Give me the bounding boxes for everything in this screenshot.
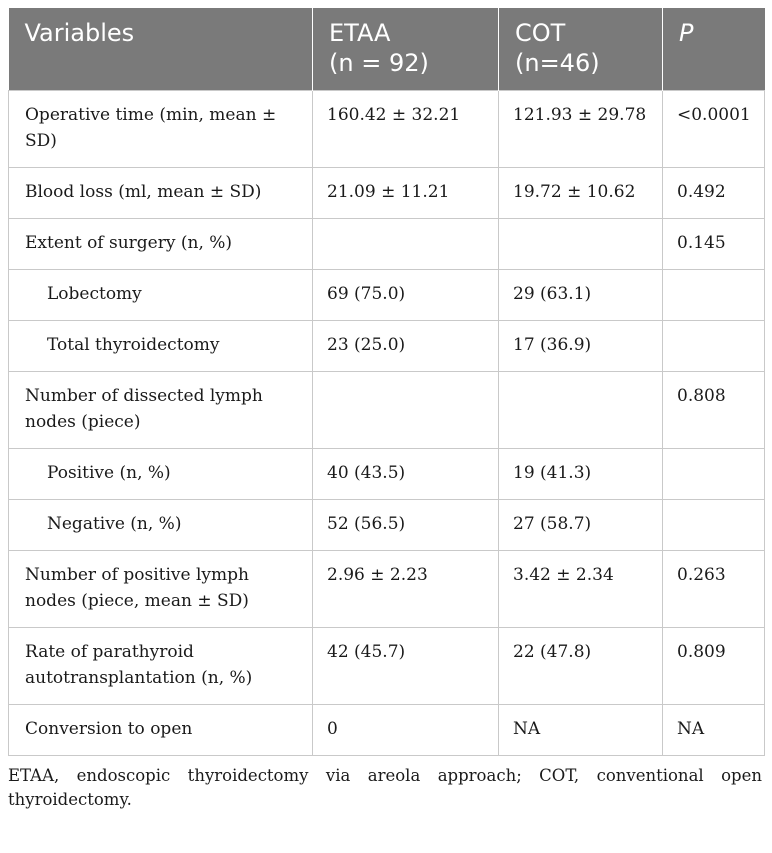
- header-etaa-count: (n = 92): [329, 49, 429, 77]
- cell-p-value: 0.492: [663, 168, 765, 219]
- cell-p-value: [663, 270, 765, 321]
- header-variables: [9, 8, 313, 91]
- cell-p-value: [663, 449, 765, 500]
- row-label: Positive (n, %): [9, 449, 313, 500]
- cell-etaa: 0: [313, 705, 499, 756]
- header-variables-label: Variables: [24, 19, 135, 47]
- header-cot: [499, 8, 663, 91]
- table-row: [9, 321, 765, 372]
- cell-p-value: <0.0001: [663, 91, 765, 168]
- row-label: Number of positive lymph nodes (piece, mean ± SD): [9, 551, 313, 628]
- header-etaa: [313, 8, 499, 91]
- cell-etaa: 21.09 ± 11.21: [313, 168, 499, 219]
- table-footnote: ETAA, endoscopic thyroidectomy via areola approach; COT, conventional open thyroidectomy.: [8, 766, 762, 809]
- cell-cot: 121.93 ± 29.78: [499, 91, 663, 168]
- table-row: [9, 372, 765, 449]
- header-etaa-name: ETAA: [329, 19, 391, 47]
- cell-etaa: 40 (43.5): [313, 449, 499, 500]
- cell-cot: 3.42 ± 2.34: [499, 551, 663, 628]
- cell-cot: [499, 219, 663, 270]
- results-table: [8, 8, 765, 756]
- table-row: [9, 628, 765, 705]
- cell-p-value: 0.809: [663, 628, 765, 705]
- table-row: [9, 551, 765, 628]
- table-row: [9, 270, 765, 321]
- table-header: [9, 8, 765, 91]
- row-label: Negative (n, %): [9, 500, 313, 551]
- cell-cot: 17 (36.9): [499, 321, 663, 372]
- header-row: [9, 8, 765, 91]
- cell-p-value: NA: [663, 705, 765, 756]
- cell-etaa: 160.42 ± 32.21: [313, 91, 499, 168]
- cell-p-value: 0.808: [663, 372, 765, 449]
- results-document: [8, 8, 764, 812]
- cell-etaa: 42 (45.7): [313, 628, 499, 705]
- header-p: [663, 8, 765, 91]
- row-label: Rate of parathyroid autotransplantation (n, %): [9, 628, 313, 705]
- table-row: [9, 168, 765, 219]
- table-row: [9, 91, 765, 168]
- cell-p-value: [663, 500, 765, 551]
- header-cot-count: (n=46): [515, 49, 600, 77]
- cell-etaa: 2.96 ± 2.23: [313, 551, 499, 628]
- cell-p-value: [663, 321, 765, 372]
- row-label: Extent of surgery (n, %): [9, 219, 313, 270]
- row-label: Blood loss (ml, mean ± SD): [9, 168, 313, 219]
- cell-cot: NA: [499, 705, 663, 756]
- cell-cot: 29 (63.1): [499, 270, 663, 321]
- row-label: Number of dissected lymph nodes (piece): [9, 372, 313, 449]
- cell-etaa: [313, 372, 499, 449]
- row-label: Conversion to open: [9, 705, 313, 756]
- cell-cot: 27 (58.7): [499, 500, 663, 551]
- cell-cot: 19.72 ± 10.62: [499, 168, 663, 219]
- header-p-label: P: [679, 19, 694, 47]
- header-cot-name: COT: [515, 19, 566, 47]
- table-row: [9, 449, 765, 500]
- table-body: [9, 91, 765, 756]
- cell-etaa: [313, 219, 499, 270]
- cell-cot: 22 (47.8): [499, 628, 663, 705]
- cell-p-value: 0.145: [663, 219, 765, 270]
- cell-etaa: 69 (75.0): [313, 270, 499, 321]
- row-label: Operative time (min, mean ± SD): [9, 91, 313, 168]
- table-row: [9, 500, 765, 551]
- row-label: Lobectomy: [9, 270, 313, 321]
- table-row: [9, 219, 765, 270]
- cell-cot: [499, 372, 663, 449]
- table-row: [9, 705, 765, 756]
- cell-etaa: 23 (25.0): [313, 321, 499, 372]
- cell-cot: 19 (41.3): [499, 449, 663, 500]
- row-label: Total thyroidectomy: [9, 321, 313, 372]
- cell-p-value: 0.263: [663, 551, 765, 628]
- cell-etaa: 52 (56.5): [313, 500, 499, 551]
